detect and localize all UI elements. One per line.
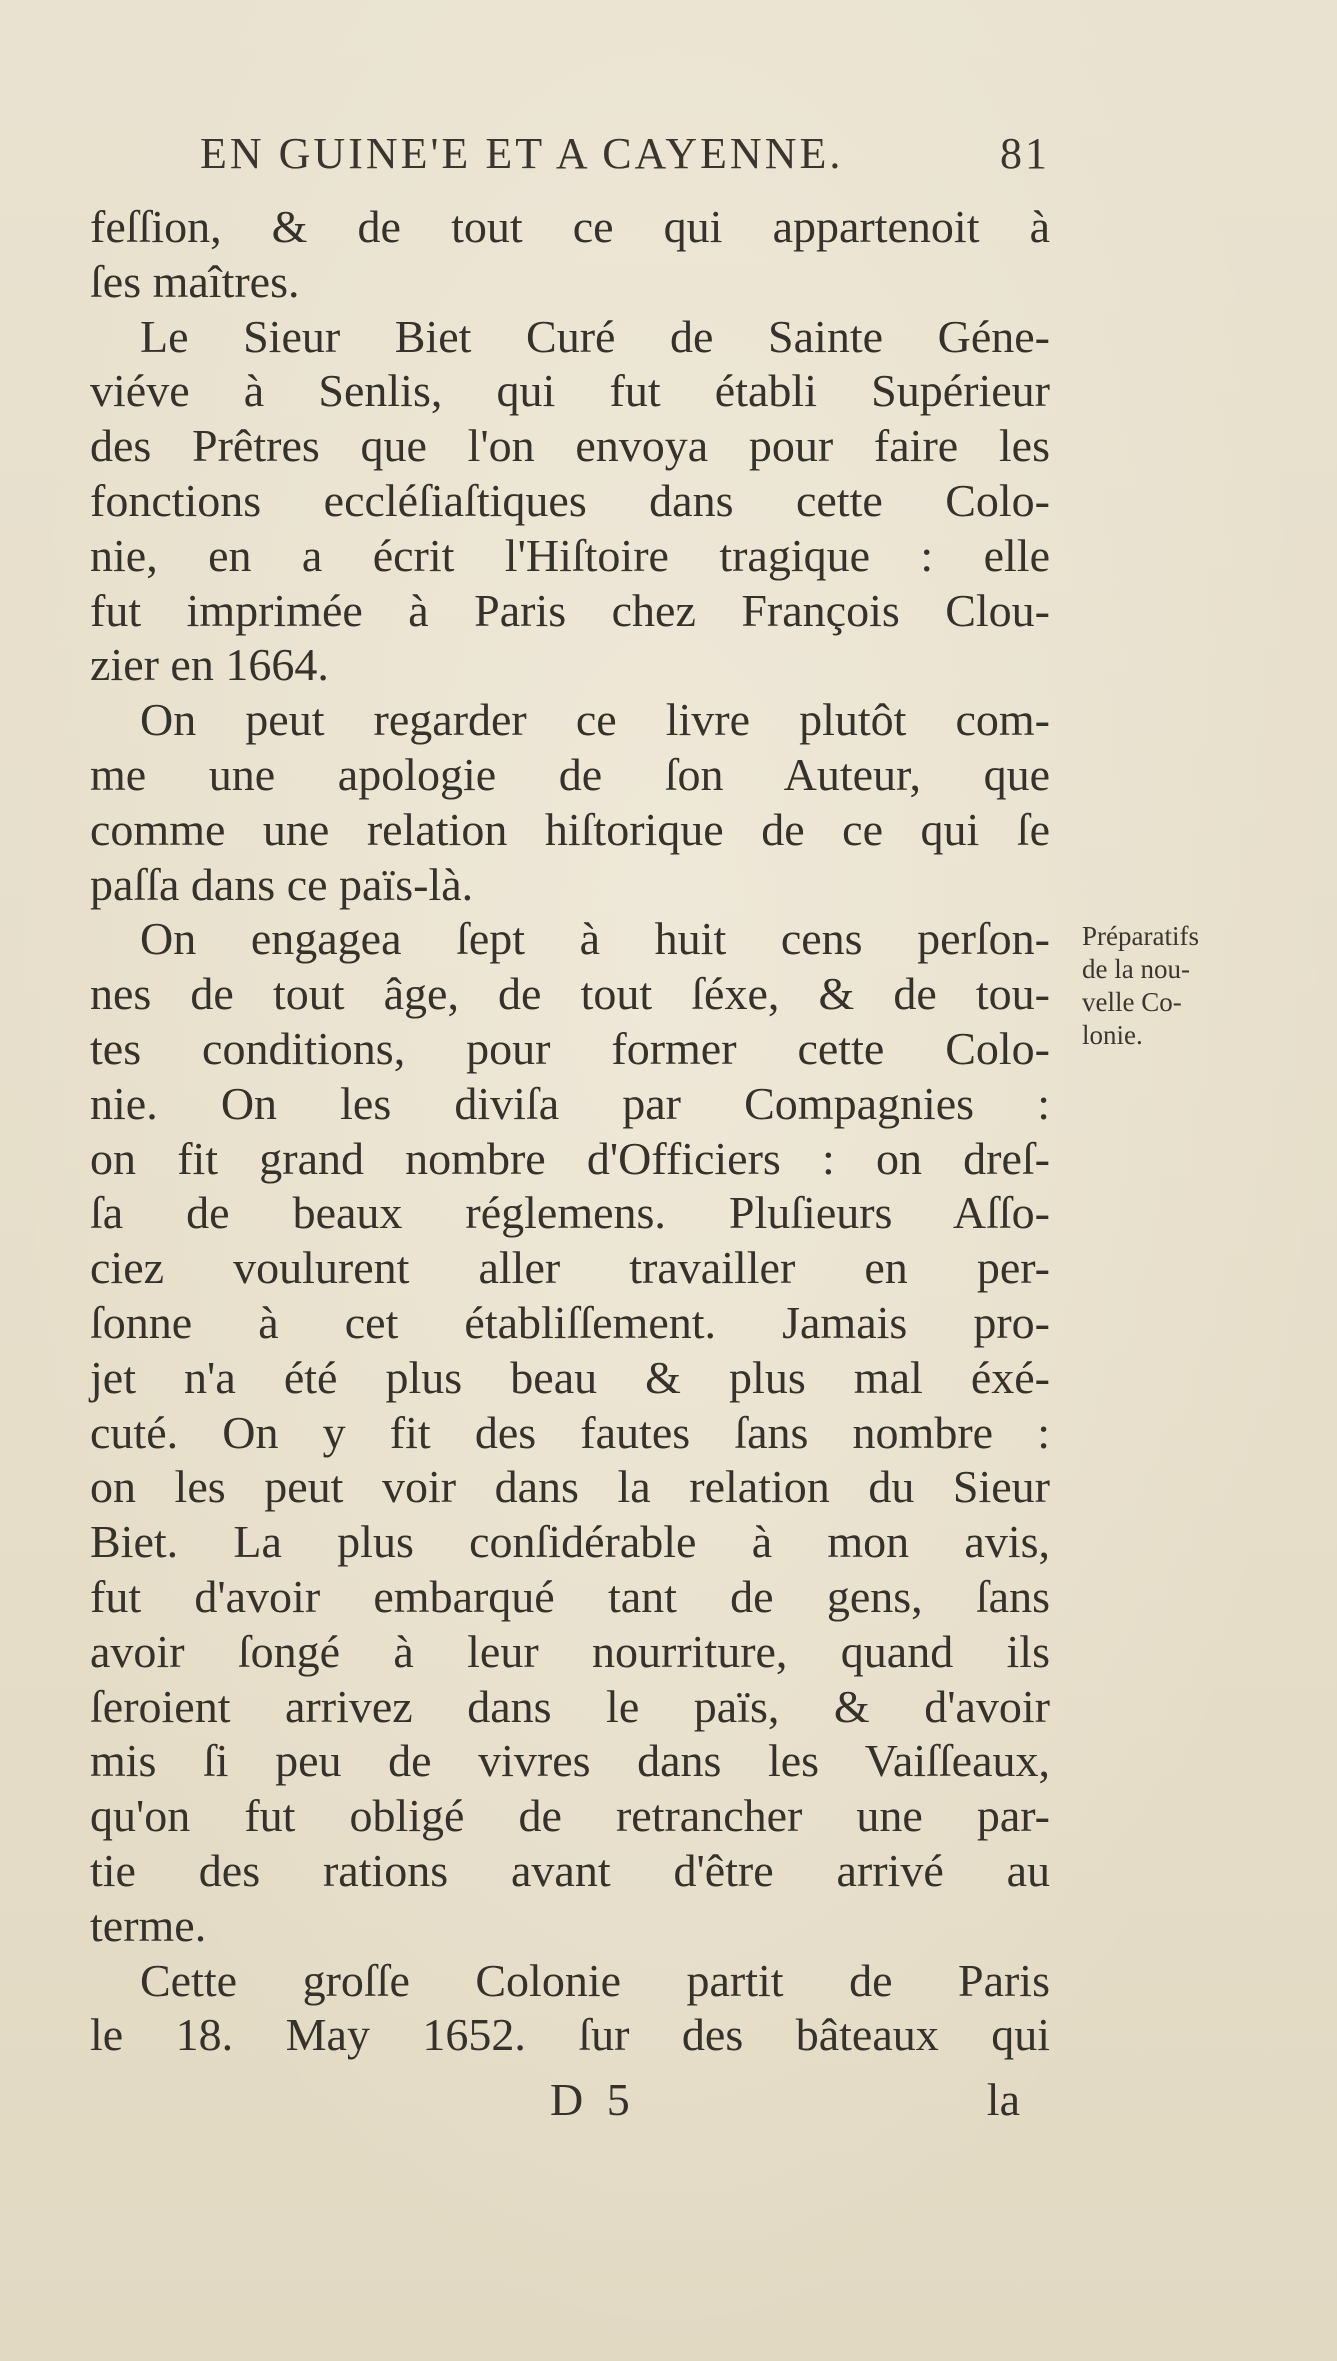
text-line: mis ſi peu de vivres dans les Vaiſſeaux,	[90, 1735, 1050, 1787]
margin-note-line: Préparatifs	[1082, 921, 1199, 951]
running-head	[200, 128, 1080, 190]
margin-note-line: velle Co-	[1082, 987, 1182, 1017]
signature-line	[90, 2073, 1050, 2128]
text-line: fut imprimée à Paris chez François Clou-	[90, 584, 1050, 636]
text-line: tes conditions, pour former cette Colo-	[90, 1022, 1050, 1074]
margin-note	[1082, 920, 1242, 1052]
text-line: On peut regarder ce livre plutôt com-	[140, 694, 1050, 746]
text-line: fut d'avoir embarqué tant de gens, ſans	[90, 1570, 1050, 1622]
running-head-title: EN GUINE'E ET A CAYENNE.	[200, 129, 844, 178]
text-line: nes de tout âge, de tout ſéxe, & de tou-	[90, 968, 1050, 1020]
text-line: le 18. May 1652. ſur des bâteaux qui	[90, 2009, 1050, 2061]
text-line: On engagea ſept à huit cens perſon-	[140, 913, 1050, 965]
text-line: zier en 1664.	[90, 639, 329, 691]
text-line: paſſa dans ce païs-là.	[90, 858, 474, 910]
text-line: terme.	[90, 1899, 207, 1951]
text-line: qu'on fut obligé de retrancher une par-	[90, 1790, 1050, 1842]
body-text	[90, 200, 1050, 2063]
text-line: ſa de beaux réglemens. Pluſieurs Aſſo-	[90, 1187, 1050, 1239]
page-number: 81	[1000, 129, 1050, 178]
text-line: cuté. On y fit des fautes ſans nombre :	[90, 1406, 1050, 1458]
margin-note-line: de la nou-	[1082, 954, 1190, 984]
text-line: viéve à Senlis, qui fut établi Supérieur	[90, 365, 1050, 417]
text-line: feſſion, & de tout ce qui appartenoit à	[90, 201, 1050, 252]
text-line: comme une relation hiſtorique de ce qui ſe	[90, 803, 1050, 855]
text-line: Cette groſſe Colonie partit de Paris	[140, 1954, 1050, 2006]
text-line: Le Sieur Biet Curé de Sainte Géne-	[140, 310, 1050, 362]
text-line: ſonne à cet établiſſement. Jamais pro-	[90, 1296, 1050, 1348]
catchword: la	[986, 2074, 1020, 2125]
text-line: des Prêtres que l'on envoya pour faire les	[90, 420, 1050, 472]
text-line: ſeroient arrivez dans le païs, & d'avoir	[90, 1680, 1050, 1732]
text-line: tie des rations avant d'être arrivé au	[90, 1844, 1050, 1896]
text-line: ſes maîtres.	[90, 255, 300, 307]
text-line: jet n'a été plus beau & plus mal éxé-	[90, 1351, 1050, 1403]
text-line: on fit grand nombre d'Officiers : on dreſ-	[90, 1132, 1050, 1184]
signature-mark: D 5	[550, 2074, 636, 2125]
text-line: avoir ſongé à leur nourriture, quand ils	[90, 1625, 1050, 1677]
text-line: me une apologie de ſon Auteur, que	[90, 748, 1050, 800]
text-line: nie, en a écrit l'Hiſtoire tragique : elle	[90, 529, 1050, 581]
text-line: Biet. La plus conſidérable à mon avis,	[90, 1516, 1050, 1568]
text-line: on les peut voir dans la relation du Sieur	[90, 1461, 1050, 1513]
text-line: nie. On les diviſa par Compagnies :	[90, 1077, 1050, 1129]
text-line: ciez voulurent aller travailler en per-	[90, 1242, 1050, 1294]
text-line: fonctions eccléſiaſtiques dans cette Colo-	[90, 474, 1050, 526]
margin-note-line: lonie.	[1082, 1020, 1143, 1050]
